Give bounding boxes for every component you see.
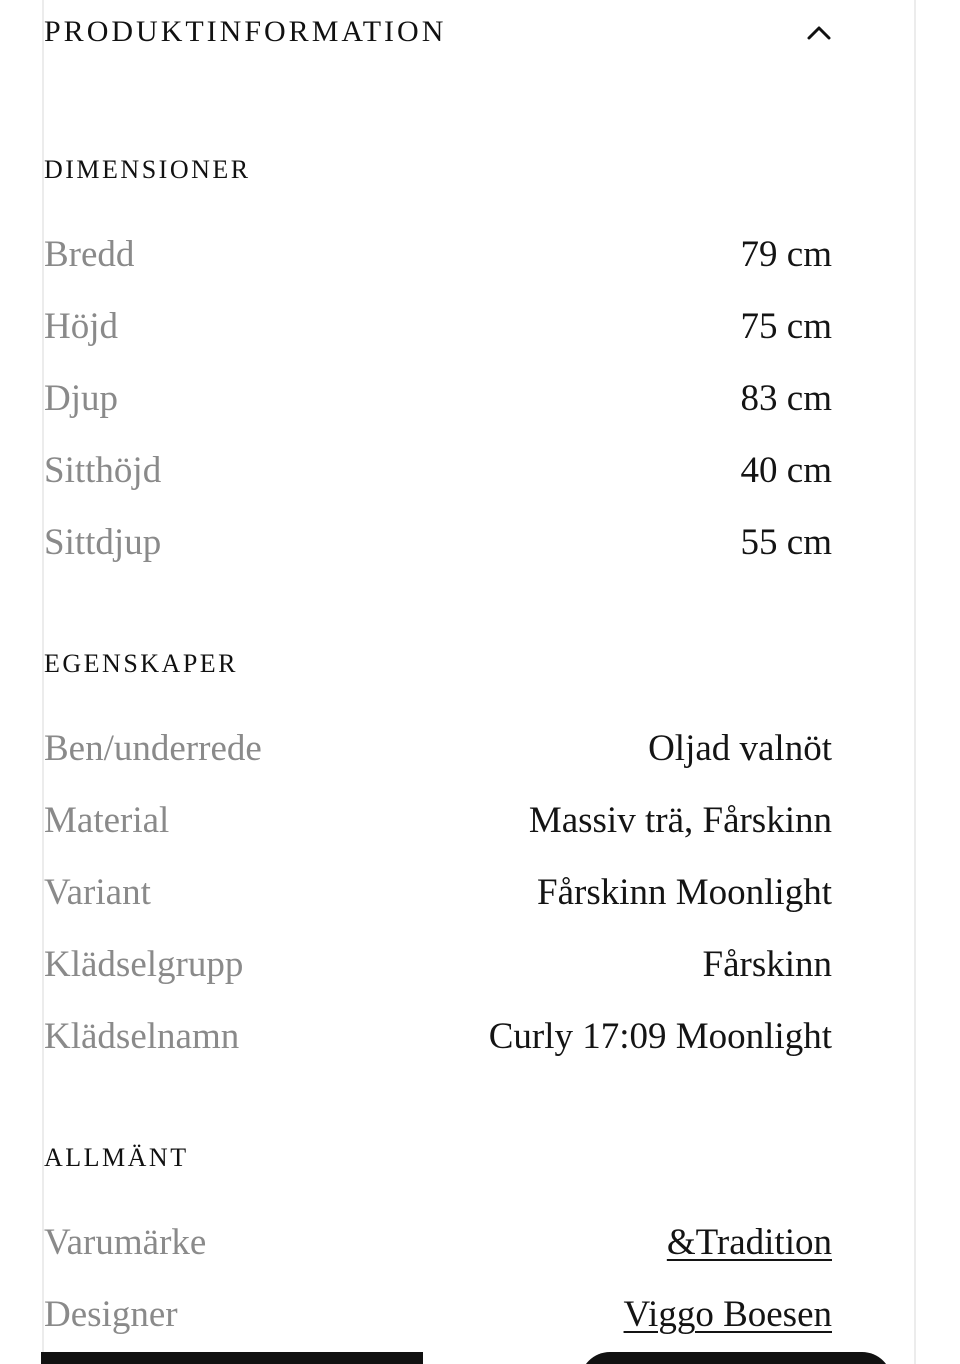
spec-label: Klädselnamn (44, 1016, 240, 1057)
spec-row-bredd (44, 219, 832, 291)
spec-label: Bredd (44, 234, 135, 275)
spec-label: Variant (44, 872, 151, 913)
spec-label: Material (44, 800, 170, 841)
section-properties (44, 644, 832, 1073)
spec-label: Höjd (44, 306, 118, 347)
brand-link[interactable]: &Tradition (666, 1222, 832, 1263)
spec-value: Fårskinn (702, 944, 832, 985)
spec-label: Ben/underrede (44, 728, 262, 769)
spec-label: Sitthöjd (44, 450, 162, 491)
spec-value: Fårskinn Moonlight (537, 872, 832, 913)
spec-row-material (44, 785, 832, 857)
spec-value: 75 cm (740, 306, 832, 347)
spec-value: 55 cm (740, 522, 832, 563)
section-title-dimensions: DIMENSIONER (44, 155, 251, 184)
spec-row-ben-underrede (44, 713, 832, 785)
spec-row-sitthojd (44, 435, 832, 507)
section-title-properties: EGENSKAPER (44, 649, 239, 678)
spec-label: Klädselgrupp (44, 944, 244, 985)
spec-row-variant (44, 857, 832, 929)
spec-value: 83 cm (740, 378, 832, 419)
spec-row-hojd (44, 291, 832, 363)
spec-label: Djup (44, 378, 118, 419)
bottom-floating-button[interactable] (580, 1352, 892, 1364)
spec-value: 79 cm (740, 234, 832, 275)
spec-value: Oljad valnöt (648, 728, 832, 769)
produktinformation-accordion-toggle[interactable] (44, 10, 832, 54)
spec-value: Massiv trä, Fårskinn (528, 800, 832, 841)
designer-link[interactable]: Viggo Boesen (623, 1294, 832, 1335)
bottom-action-bar[interactable] (41, 1352, 423, 1364)
chevron-up-icon[interactable] (806, 19, 832, 45)
section-dimensions (44, 150, 832, 579)
spec-row-djup (44, 363, 832, 435)
spec-row-kladselgrupp (44, 929, 832, 1001)
spec-value: 40 cm (740, 450, 832, 491)
spec-row-sittdjup (44, 507, 832, 579)
spec-label: Designer (44, 1294, 178, 1335)
spec-label: Sittdjup (44, 522, 162, 563)
spec-row-kladselnamn (44, 1001, 832, 1073)
section-general (44, 1138, 832, 1351)
spec-label: Varumärke (44, 1222, 207, 1263)
spec-row-designer (44, 1279, 832, 1351)
spec-row-varumarke (44, 1207, 832, 1279)
spec-value: Curly 17:09 Moonlight (488, 1016, 832, 1057)
accordion-title: PRODUKTINFORMATION (44, 15, 447, 48)
section-title-general: ALLMÄNT (44, 1143, 189, 1172)
